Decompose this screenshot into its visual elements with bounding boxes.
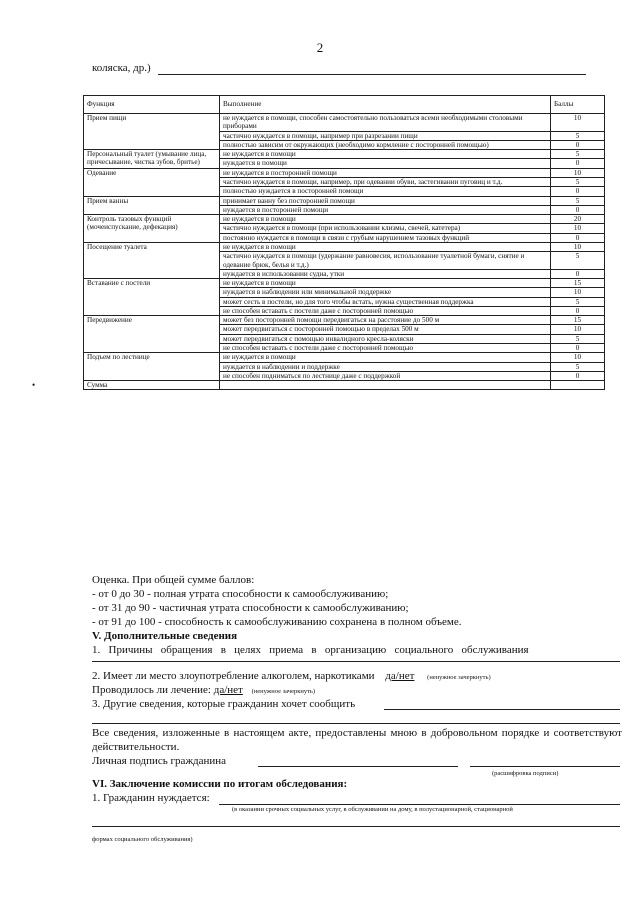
points-cell: 0 xyxy=(551,269,605,278)
header-function: Функция xyxy=(84,96,220,114)
answer-line xyxy=(92,723,620,724)
execution-cell: не нуждается в помощи xyxy=(220,242,551,251)
function-name-cell: Передвижение xyxy=(84,316,220,353)
question-2-note: (ненужное зачеркнуть) xyxy=(427,674,491,681)
execution-cell: не способен вставать с постели даже с посторонней помощью xyxy=(220,344,551,353)
points-cell: 0 xyxy=(551,159,605,168)
points-cell: 5 xyxy=(551,252,605,270)
header-execution: Выполнение xyxy=(220,96,551,114)
execution-cell: частично нуждается в помощи (при использовании клизмы, свечей, катетера) xyxy=(220,224,551,233)
section-6-note-2: формах социального обслуживания) xyxy=(92,836,193,843)
function-name-cell: Прием пищи xyxy=(84,114,220,150)
functions-table xyxy=(83,95,605,390)
points-cell: 10 xyxy=(551,353,605,362)
execution-cell: нуждается в посторонней помощи xyxy=(220,205,551,214)
execution-cell: полностью зависим от окружающих (необходимо кормление с посторонней помощью) xyxy=(220,140,551,149)
question-2-answer: да/нет xyxy=(385,670,415,682)
sum-value-cell[interactable] xyxy=(551,381,605,390)
question-1: 1. Причины обращения в целях приема в организацию социального обслуживания xyxy=(92,644,529,656)
table-row xyxy=(84,316,605,325)
execution-cell: не нуждается в помощи xyxy=(220,150,551,159)
function-name-cell: Посещение туалета xyxy=(84,242,220,278)
points-cell: 20 xyxy=(551,215,605,224)
execution-cell: полностью нуждается в посторонней помощи xyxy=(220,187,551,196)
points-cell: 0 xyxy=(551,371,605,380)
points-cell: 15 xyxy=(551,279,605,288)
points-cell: 5 xyxy=(551,131,605,140)
question-2b-answer: да/нет xyxy=(213,684,243,696)
execution-cell: нуждается в использовании судна, утки xyxy=(220,269,551,278)
points-cell: 0 xyxy=(551,205,605,214)
execution-cell: нуждается в наблюдении и поддержке xyxy=(220,362,551,371)
execution-cell: принимает ванну без посторонней помощи xyxy=(220,196,551,205)
points-cell: 5 xyxy=(551,196,605,205)
execution-cell: может передвигаться с посторонней помощью в пределах 500 м xyxy=(220,325,551,334)
function-name-cell: Одевание xyxy=(84,168,220,196)
execution-cell: нуждается в наблюдении или минимальной поддержке xyxy=(220,288,551,297)
execution-cell: может передвигаться с помощью инвалидного кресла-коляски xyxy=(220,334,551,343)
points-cell: 0 xyxy=(551,140,605,149)
section-6-title: VI. Заключение комиссии по итогам обследования: xyxy=(92,778,348,790)
table-row xyxy=(84,196,605,205)
points-cell: 0 xyxy=(551,187,605,196)
table-row xyxy=(84,353,605,362)
function-name-cell: Вставание с постели xyxy=(84,279,220,316)
function-name-cell: Контроль тазовых функций (мочеиспускание, дефекация) xyxy=(84,215,220,243)
answer-line xyxy=(384,709,620,710)
points-cell: 10 xyxy=(551,114,605,132)
table-row xyxy=(84,215,605,224)
function-name-cell: Прием ванны xyxy=(84,196,220,215)
section-5-title: V. Дополнительные сведения xyxy=(92,630,238,642)
section-6-note-1: (в оказании срочных социальных услуг, в обслуживании на дому, в полустационарной, стационарной xyxy=(232,806,513,813)
answer-line xyxy=(92,661,620,662)
points-cell: 5 xyxy=(551,334,605,343)
points-cell: 10 xyxy=(551,168,605,177)
execution-cell: не нуждается в помощи, способен самостоятельно пользоваться всеми необходимыми столовыми приборами xyxy=(220,114,551,132)
signature-label: Личная подпись гражданина xyxy=(92,755,227,767)
function-name-cell: Подъем по лестнице xyxy=(84,353,220,381)
sum-empty-cell xyxy=(220,381,551,390)
table-row xyxy=(84,168,605,177)
assessment-item: - от 31 до 90 - частичная утрата способности к самообслуживанию; xyxy=(92,602,409,614)
execution-cell: постоянно нуждается в помощи в связи с грубым нарушением тазовых функций xyxy=(220,233,551,242)
signature-decode-line xyxy=(470,766,620,767)
assessment-title: Оценка. При общей сумме баллов: xyxy=(92,574,255,586)
question-3: 3. Другие сведения, которые гражданин хочет сообщить xyxy=(92,698,356,710)
table-body xyxy=(84,114,605,390)
table-row xyxy=(84,150,605,159)
execution-cell: может сесть в постели, но для того чтобы встать, нужна существенная поддержка xyxy=(220,297,551,306)
points-cell: 15 xyxy=(551,316,605,325)
points-cell: 10 xyxy=(551,325,605,334)
sum-label-cell: Сумма xyxy=(84,381,220,390)
points-cell: 5 xyxy=(551,362,605,371)
header-points: Баллы xyxy=(551,96,605,114)
execution-cell: не нуждается в помощи xyxy=(220,215,551,224)
execution-cell: не нуждается в помощи xyxy=(220,353,551,362)
points-cell: 0 xyxy=(551,233,605,242)
points-cell: 10 xyxy=(551,242,605,251)
table-row xyxy=(84,114,605,132)
assessment-item: - от 91 до 100 - способность к самообслуживанию сохранена в полном объеме. xyxy=(92,616,462,628)
execution-cell: частично нуждается в помощи (удержание равновесия, использование туалетной бумаги, снятие и одевание брюк, белья и т.д.) xyxy=(220,252,551,270)
function-name-cell: Персональный туалет (умывание лица, причесывание, чистка зубов, бритье) xyxy=(84,150,220,169)
fill-line xyxy=(158,74,586,75)
answer-line xyxy=(92,826,620,827)
execution-cell: может без посторонней помощи передвигаться на расстояние до 500 м xyxy=(220,316,551,325)
points-cell: 0 xyxy=(551,306,605,315)
points-cell: 5 xyxy=(551,150,605,159)
question-2b-note: (ненужное зачеркнуть) xyxy=(251,688,316,695)
stroller-line-label: коляска, др.) xyxy=(92,62,151,74)
execution-cell: нуждается в помощи xyxy=(220,159,551,168)
signature-line xyxy=(258,766,458,767)
answer-line xyxy=(219,804,620,805)
table-row xyxy=(84,279,605,288)
execution-cell: частично нуждается в помощи, например при разрезании пищи xyxy=(220,131,551,140)
execution-cell: не способен вставать с постели даже с посторонней помощью xyxy=(220,306,551,315)
table-row xyxy=(84,242,605,251)
points-cell: 0 xyxy=(551,344,605,353)
execution-cell: не нуждается в помощи xyxy=(220,279,551,288)
points-cell: 10 xyxy=(551,224,605,233)
sum-row xyxy=(84,381,605,390)
execution-cell: не нуждается в посторонней помощи xyxy=(220,168,551,177)
table-header-row xyxy=(84,96,605,114)
points-cell: 10 xyxy=(551,288,605,297)
section-6-question-1: 1. Гражданин нуждается: xyxy=(92,792,210,804)
declaration-text: Все сведения, изложенные в настоящем акте, предоставлены мною в добровольном порядке и соответствуют действительности. xyxy=(92,727,622,753)
execution-cell: частично нуждается в помощи, например, при одевании обуви, застегивании пуговиц и т.д. xyxy=(220,177,551,186)
points-cell: 5 xyxy=(551,297,605,306)
question-2b-text: Проводилось ли лечение: xyxy=(92,684,211,696)
bullet-mark: • xyxy=(32,380,36,390)
execution-cell: не способен подниматься по лестнице даже с поддержкой xyxy=(220,371,551,380)
assessment-item: - от 0 до 30 - полная утрата способности к самообслуживанию; xyxy=(92,588,389,600)
page-number: 2 xyxy=(316,40,324,55)
question-2-text: 2. Имеет ли место злоупотребление алкоголем, наркотиками xyxy=(92,670,375,682)
signature-note: (расшифровка подписи) xyxy=(492,770,559,777)
points-cell: 5 xyxy=(551,177,605,186)
